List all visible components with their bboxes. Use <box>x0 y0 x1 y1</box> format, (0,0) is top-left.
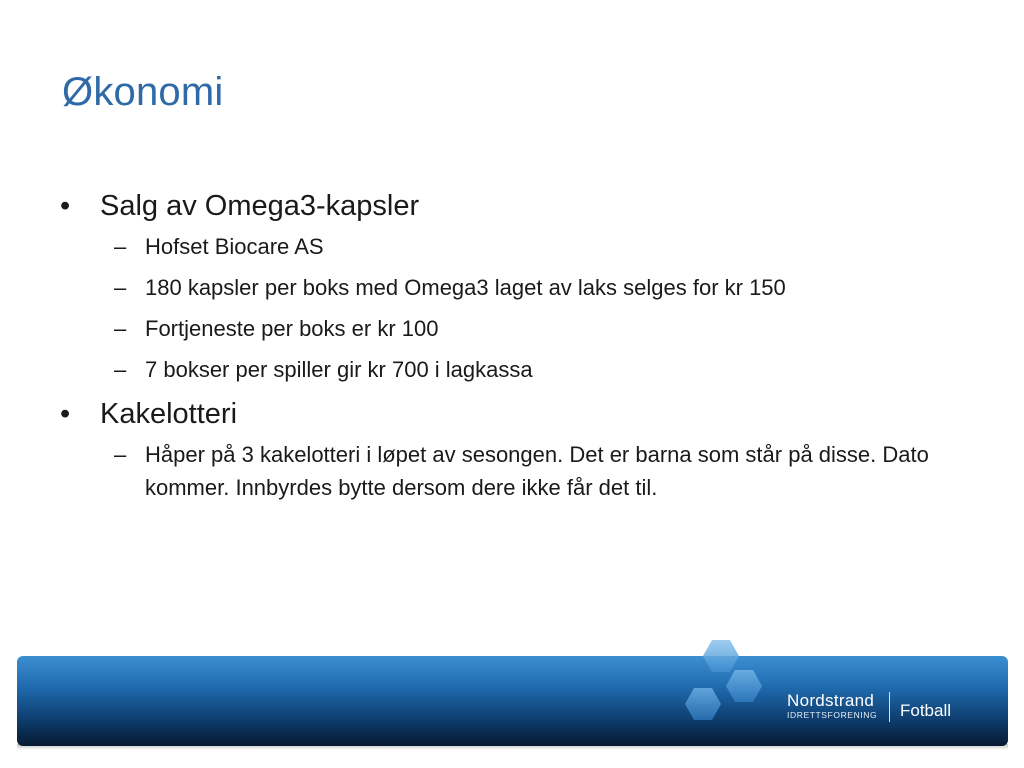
hexagon-cluster-icon <box>680 636 775 736</box>
bullet-marker: • <box>60 398 71 430</box>
bullet-marker: • <box>60 190 71 222</box>
sub-bullet-text: 180 kapsler per boks med Omega3 laget av laks selges for kr 150 <box>145 275 786 300</box>
sub-bullet-marker: – <box>114 316 127 341</box>
sub-bullet-item <box>60 230 940 263</box>
slide-title: Økonomi <box>62 70 224 114</box>
sub-bullet-text: 7 bokser per spiller gir kr 700 i lagkassa <box>145 357 533 382</box>
sub-bullet-marker: – <box>114 442 127 467</box>
sub-bullet-item <box>60 353 940 386</box>
sub-bullet-text: Håper på 3 kakelotteri i løpet av sesongen. Det er barna som står på disse. Dato kommer. Innbyrdes bytte dersom dere ikke får det til. <box>145 442 929 500</box>
brand-name: Nordstrand <box>787 691 875 710</box>
brand-divider <box>889 692 890 722</box>
sub-bullet-item <box>60 271 940 304</box>
brand-block <box>787 692 877 721</box>
sub-bullet-marker: – <box>114 357 127 382</box>
sub-bullet-list-omega3 <box>60 230 940 386</box>
sub-bullet-item <box>60 312 940 345</box>
bullet-text: Salg av Omega3-kapsler <box>100 190 420 222</box>
sub-bullet-list-kakelotteri <box>60 438 940 504</box>
bullet-item-omega3 <box>60 188 940 224</box>
sub-bullet-text: Fortjeneste per boks er kr 100 <box>145 316 439 341</box>
bullet-item-kakelotteri <box>60 396 940 432</box>
sub-bullet-text: Hofset Biocare AS <box>145 234 324 259</box>
bullet-list <box>60 188 940 514</box>
bullet-text: Kakelotteri <box>100 398 238 430</box>
sub-bullet-item <box>60 438 945 504</box>
sub-bullet-marker: – <box>114 234 127 259</box>
sub-bullet-marker: – <box>114 275 127 300</box>
brand-sport: Fotball <box>900 701 952 720</box>
brand-subtitle: IDRETTSFORENING <box>787 710 878 720</box>
